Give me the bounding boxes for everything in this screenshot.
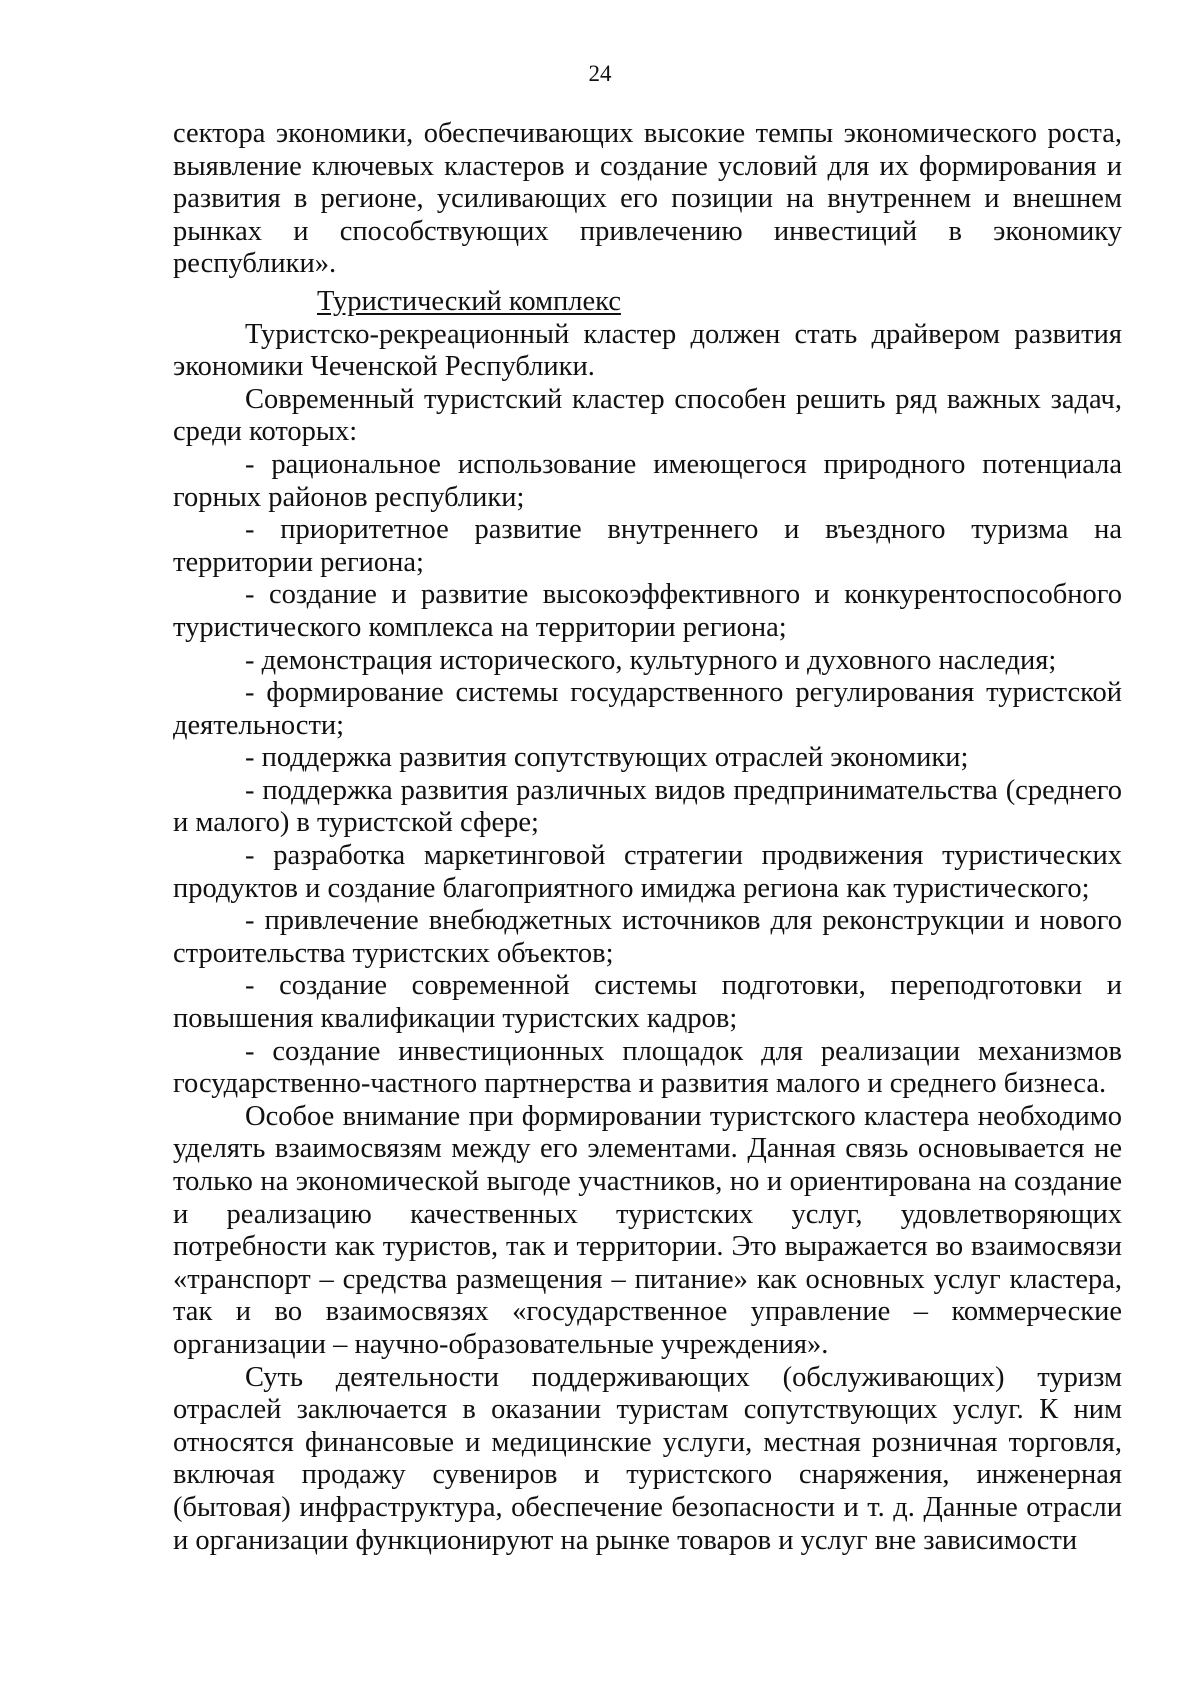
paragraph: Особое внимание при формировании туристского кластера необходимо уделять взаимосвязям между его элементами. Данная связь основывается не только на экономической выгоде участников, но и ориентирована на создание и реализацию качественных туристских услуг, удовлетворяющих потребности как туристов, так и территории. Это выражается во взаимосвязи «транспорт – средства размещения – питание» как основных услуг кластера, так и во взаимосвязях «государственное управление – коммерческие организации – научно-образовательные учреждения».: [173, 1100, 1122, 1360]
paragraph: Туристско-рекреационный кластер должен стать драйвером развития экономики Чеченской Республики.: [173, 318, 1122, 383]
section-heading-paragraph: [173, 286, 1122, 319]
list-item: - создание и развитие высокоэффективного и конкурентоспособного туристического комплекса на территории региона;: [173, 579, 1122, 643]
document-body: [173, 118, 1122, 1557]
paragraph: Современный туристский кластер способен решить ряд важных задач, среди которых:: [173, 383, 1122, 448]
list-item: - рациональное использование имеющегося природного потенциала горных районов республики;: [173, 448, 1122, 513]
list-item: - привлечение внебюджетных источников для реконструкции и нового строительства туристских объектов;: [173, 905, 1122, 969]
list-item: - поддержка развития различных видов предпринимательства (среднего и малого) в туристской сфере;: [173, 774, 1122, 839]
paragraph: Суть деятельности поддерживающих (обслуживающих) туризм отраслей заключается в оказании туристам сопутствующих услуг. К ним относятся финансовые и медицинские услуги, местная розничная торговля, включая продажу сувениров и туристского снаряжения, инженерная (бытовая) инфраструктура, обеспечение безопасности и т. д. Данные отрасли и организации функционируют на рынке товаров и услуг вне зависимости: [173, 1361, 1122, 1556]
page-number: 24: [588, 61, 612, 86]
section-heading: Туристический комплекс: [317, 285, 621, 317]
list-item: - разработка маркетинговой стратегии продвижения туристических продуктов и создание благоприятного имиджа региона как туристического;: [173, 840, 1122, 904]
list-item: - создание современной системы подготовки, переподготовки и повышения квалификации туристских кадров;: [173, 970, 1122, 1035]
paragraph-continuation: сектора экономики, обеспечивающих высокие темпы экономического роста, выявление ключевых кластеров и создание условий для их формирования и развития в регионе, усиливающих его позиции на внутреннем и внешнем рынках и способствующих привлечению инвестиций в экономику республики».: [173, 118, 1122, 280]
list-item: - демонстрация исторического, культурного и духовного наследия;: [245, 644, 1057, 676]
list-item: - поддержка развития сопутствующих отраслей экономики;: [245, 742, 969, 774]
list-item: - приоритетное развитие внутреннего и въездного туризма на территории региона;: [173, 514, 1122, 578]
list-item: - создание инвестиционных площадок для реализации механизмов государственно-частного партнерства и развития малого и среднего бизнеса.: [173, 1035, 1122, 1100]
list-item: - формирование системы государственного регулирования туристской деятельности;: [173, 677, 1122, 741]
